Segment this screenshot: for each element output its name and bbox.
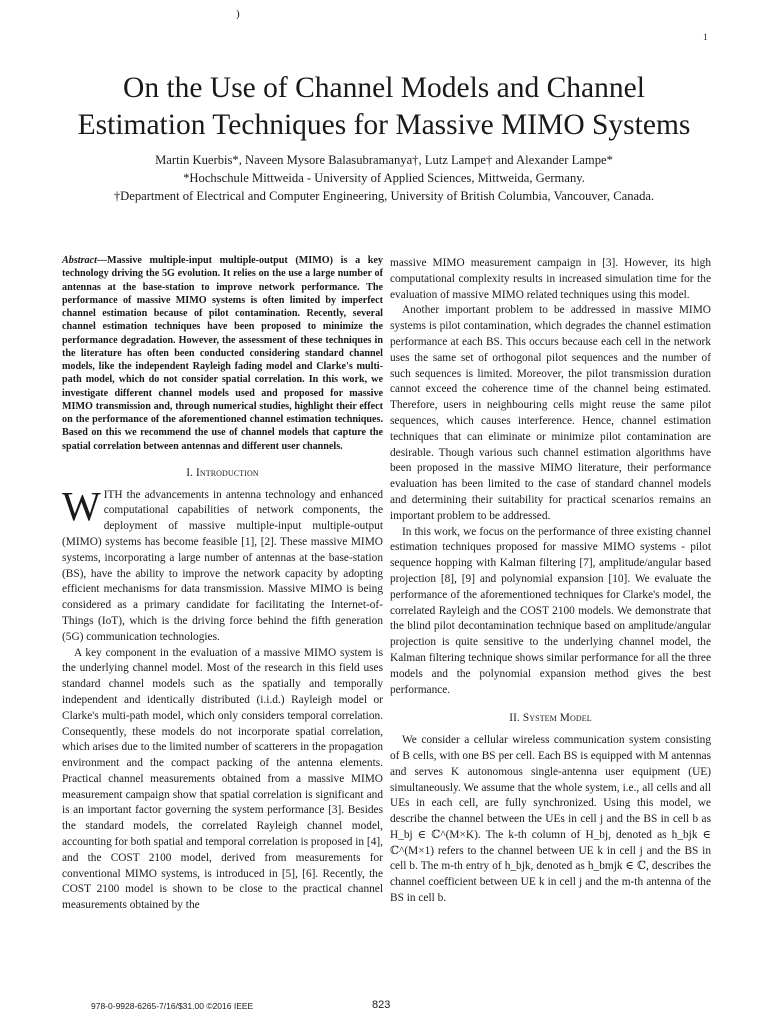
section-title: Introduction bbox=[195, 466, 259, 479]
author-block bbox=[40, 151, 728, 205]
intro-paragraph-2: A key component in the evaluation of a massive MIMO system is the underlying channel model. Most of the research in this field uses standard channel models such as the spatially and temporally independent and identically distributed (i.i.d.) Rayleigh model or Clarke's multi-path model, which only considers temporal correlation. Consequently, these models do not incorporate spatial correlation, which arises due to the limited number of scatterers in the propagation environment and the compact packing of the antenna elements. Practical channel measurements obtained from a massive MIMO measurement campaign show that spatial correlation is significant and is an important factor governing the system performance [3]. Besides the standard models, the correlated Rayleigh channel model, accounting for both spatial and temporal correlation is proposed in [4], and the COST 2100 model, derived from measurements for conventional MIMO systems, is introduced in [5], [6]. Recently, the COST 2100 model is shown to be close to the practical channel measurements obtained by the bbox=[62, 646, 383, 912]
intro-paragraph-1 bbox=[62, 482, 383, 646]
intro-paragraph-4: In this work, we focus on the performance of three existing channel estimation techniques proposed for massive MIMO systems - pilot sequence hopping with Kalman filtering [7], amplitude/angular based projection [8], [9] and polynomial expansion [10]. We evaluate the performance of the aforementioned techniques for Clarke's model, the correlated Rayleigh and the COST 2100 models. We demonstrate that the blind pilot decontamination technique based on amplitude/angular projection is quite sensitive to the underlying channel model, the Kalman filtering technique shows similar performance for all the three models and the polynomial expansion method gives the best performance. bbox=[390, 525, 711, 696]
footer-page-number: 823 bbox=[372, 999, 391, 1011]
drop-cap: W bbox=[62, 482, 101, 529]
system-model-paragraph-1: We consider a cellular wireless communication system consisting of B cells, with one BS per cell. Each BS is equipped with M antennas and serves K autonomous single-antenna user equipment (UE) simultaneously. We assume that the whole system, i.e., all cells and all UEs in each cell, are fully synchronized. Using this model, we describe the channel between the UEs in cell j and the BS in cell b as H_bj ∈ ℂ^(M×K). The k-th column of H_bj, denoted as h_bjk ∈ ℂ^(M×1) refers to the channel between UE k in cell j and the BS in cell b. The m-th entry of h_bjk, denoted as h_bmjk ∈ ℂ, describes the channel coefficient between UE k in cell j and the m-th antenna of the BS in cell b. bbox=[390, 734, 711, 905]
affiliation-2: †Department of Electrical and Computer Engineering, University of British Columbia, Vancouver, Canada. bbox=[113, 189, 655, 203]
section-number: I. bbox=[186, 466, 194, 479]
author-names: Martin Kuerbis*, Naveen Mysore Balasubramanya†, Lutz Lampe† and Alexander Lampe* bbox=[155, 153, 613, 167]
section-title: System Model bbox=[522, 712, 592, 725]
intro-paragraph-3: Another important problem to be addressed in massive MIMO systems is pilot contamination, which degrades the channel estimation performance at each BS. This occurs because each cell in the network uses the same set of orthogonal pilot sequences and the number of such sequences is limited. Moreover, the pilot transmission duration cannot exceed the coherence time of the channel being estimated. Therefore, users in neighbouring cells might reuse the same pilot sequences, which causes interference. Hence, channel estimation techniques that can eliminate or minimize pilot contamination are desirable. Though various such channel estimation algorithms have been proposed in the massive MIMO literature, their performance evaluation has been limited to the case of standard channel models and determining their suitability for practical scenarios remains an important problem to be addressed. bbox=[390, 304, 711, 522]
right-column bbox=[390, 256, 711, 907]
section-heading-system-model bbox=[390, 711, 711, 727]
abstract bbox=[62, 254, 383, 453]
abstract-lead: Abstract bbox=[62, 255, 97, 266]
intro-paragraph-2-continued: massive MIMO measurement campaign in [3]. However, its high computational complexity results in increased simulation time for the evaluation of massive MIMO related techniques using this model. bbox=[390, 257, 711, 301]
title-line-2: Estimation Techniques for Massive MIMO Systems bbox=[77, 109, 691, 141]
section-heading-introduction bbox=[62, 466, 383, 482]
affiliation-1: *Hochschule Mittweida - University of Applied Sciences, Mittweida, Germany. bbox=[183, 171, 585, 185]
section-number: II. bbox=[509, 712, 520, 725]
title-line-1: On the Use of Channel Models and Channel bbox=[123, 72, 645, 104]
header-page-number: 1 bbox=[703, 32, 708, 42]
paper-title bbox=[40, 70, 728, 144]
left-column bbox=[62, 254, 383, 914]
footer-copyright: 978-0-9928-6265-7/16/$31.00 ©2016 IEEE bbox=[91, 1001, 254, 1011]
header-mark: ) bbox=[236, 8, 240, 20]
intro-paragraph-1-text: ITH the advancements in antenna technology and enhanced computational capabilities of network components, the deployment of massive multiple-input multiple-output (MIMO) systems has become feasible [1], [2]. These massive MIMO systems, incorporating a large number of antennas at the base-station (BS), have the ability to improve the network capacity by adopting efficient mechanisms for data transmission. Massive MIMO is being considered as a primary candidate for facilitating the Internet-of-Things (IoT), which is the driving force behind the fifth generation (5G) communication technologies. bbox=[62, 488, 383, 643]
abstract-text: —Massive multiple-input multiple-output (MIMO) is a key technology driving the 5G evolution. It relies on the use a large number of antennas at the base-station to improve network performance. The performance of massive MIMO systems is often limited by imperfect channel estimation because of pilot contamination. Recently, several channel estimation techniques have been proposed to minimize the performance degradation. However, the assessment of these techniques in the literature has often been conducted considering standard channel models, like the independent Rayleigh fading model and Clarke's multi-path model, which do not consider spatial correlation. In this work, we investigate different channel models used and proposed for massive MIMO transmission and, through numerical studies, highlight their effect on the performance of the aforementioned channel estimation techniques. Based on this we recommend the use of channel models that capture the spatial correlation between antennas and different user channels. bbox=[62, 255, 383, 452]
